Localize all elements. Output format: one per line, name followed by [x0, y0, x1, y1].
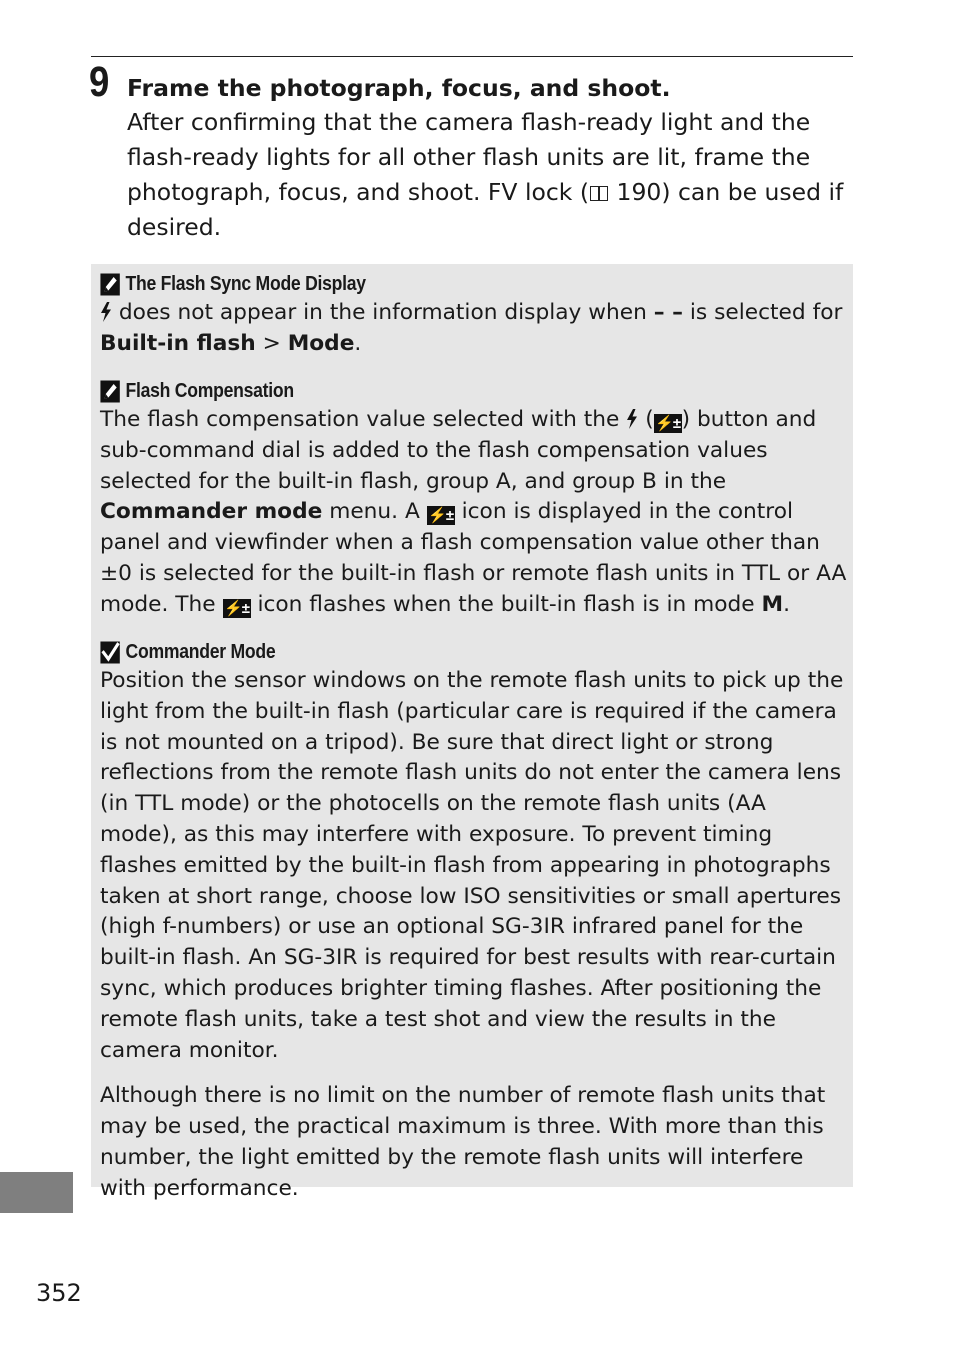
period: .	[783, 591, 791, 617]
note-title: Commander Mode	[125, 641, 276, 663]
period: .	[354, 330, 362, 356]
note-title: Flash Compensation	[125, 380, 294, 402]
flash-compensation-icon: ⚡±	[428, 507, 454, 525]
note-text: ) button and sub-command dial is added to the flash compensation values selected for the built-in flash, group A, and group B in the	[100, 407, 817, 494]
dashes-setting: – –	[653, 300, 683, 325]
note-heading	[100, 377, 758, 405]
pencil-icon	[100, 273, 120, 296]
menu-item-commander-mode: Commander mode	[100, 499, 323, 525]
step-text: After confirming that the camera flash-ready light and the flash-ready lights for all other flash units are lit, frame the photograph, focus, and shoot. FV lock (	[127, 108, 811, 206]
note-heading	[100, 638, 758, 666]
flash-icon	[100, 302, 112, 322]
book-icon	[589, 186, 609, 201]
note-body	[100, 405, 848, 621]
section-tab	[0, 1172, 73, 1213]
note-text: menu. A	[329, 499, 420, 525]
note-text: (	[645, 407, 654, 432]
notes-panel	[91, 264, 853, 1201]
menu-item-mode: Mode	[287, 330, 355, 356]
note-heading	[100, 270, 758, 298]
step-title: Frame the photograph, focus, and shoot.	[127, 74, 671, 102]
mode-m: M	[761, 591, 784, 617]
note-title: The Flash Sync Mode Display	[125, 273, 366, 295]
note-text: is selected for	[689, 300, 843, 325]
step-text-end: ) can be used if desired.	[127, 178, 844, 241]
step-block	[127, 71, 857, 245]
check-icon	[100, 641, 120, 664]
flash-compensation-icon: ⚡±	[224, 599, 249, 617]
flash-compensation-icon: ⚡±	[655, 415, 681, 432]
step-number: 9	[89, 58, 110, 106]
top-rule	[91, 56, 853, 57]
page-number: 352	[36, 1279, 82, 1307]
note-flash-compensation	[100, 377, 848, 621]
note-text: does not appear in the information display when	[118, 300, 647, 325]
note-commander-mode	[100, 638, 848, 1205]
page-reference: 190	[616, 178, 662, 206]
step-body	[127, 105, 857, 245]
note-body	[100, 298, 848, 360]
note-paragraph: Although there is no limit on the number of remote flash units that may be used, the practical maximum is three. With more than this number, the light emitted by the remote flash units will interfere with performance.	[100, 1083, 826, 1201]
note-sync-display	[100, 270, 848, 360]
note-text: icon is displayed in the control panel and viewfinder when a flash compensation value other than ±0 is selected for the built-in flash or remote flash units in TTL or AA mode. The	[100, 499, 847, 617]
menu-item-built-in-flash: Built-in flash	[100, 330, 256, 356]
note-paragraph: Position the sensor windows on the remote flash units to pick up the light from the built-in flash (particular care is required if the camera is not mounted on a tripod). Be sure that direct light or strong reflections from the remote flash units do not enter the camera lens (in TTL mode) or the photocells on the remote flash units (AA mode), as this may interfere with exposure. To prevent timing flashes emitted by the built-in flash from appearing in photographs taken at short range, choose low ISO sensitivities or small apertures (high f-numbers) or use an optional SG-3IR infrared panel for the built-in flash. An SG-3IR is required for best results with rear-curtain sync, which produces brighter timing flashes. After positioning the remote flash units, take a test shot and view the results in the camera monitor.	[100, 668, 844, 1063]
note-text: icon flashes when the built-in flash is in mode	[257, 591, 755, 617]
menu-separator: >	[262, 330, 281, 356]
pencil-icon	[100, 380, 120, 403]
flash-icon	[626, 409, 638, 429]
note-text: The flash compensation value selected with the	[100, 407, 620, 432]
note-body	[100, 666, 848, 1205]
